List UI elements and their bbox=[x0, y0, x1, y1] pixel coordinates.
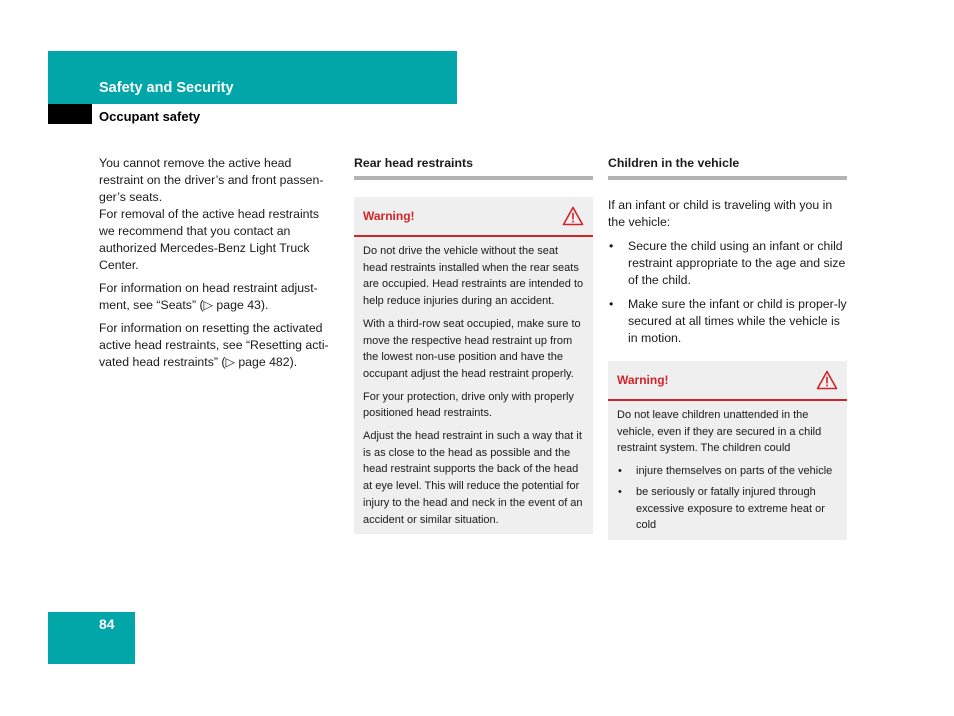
warning-box bbox=[354, 197, 593, 534]
column-children-in-vehicle bbox=[608, 155, 847, 540]
paragraph: If an infant or child is traveling with you in the vehicle: bbox=[608, 198, 833, 229]
paragraph: For information on resetting the activated active head restraints, see “Resetting acti-vated head restraints” (▷ page 482). bbox=[99, 321, 329, 369]
list-item: • be seriously or fatally injured through excessive exposure to extreme heat or cold bbox=[617, 484, 838, 534]
column-heading: Rear head restraints bbox=[354, 155, 593, 180]
warning-header bbox=[354, 197, 593, 237]
header-band bbox=[48, 51, 457, 104]
warning-triangle-icon bbox=[562, 206, 584, 226]
column-rear-head-restraints bbox=[354, 155, 593, 534]
page-number: 84 bbox=[99, 616, 115, 632]
warning-label: Warning! bbox=[363, 208, 415, 223]
warning-triangle-icon bbox=[816, 370, 838, 390]
bullet-list bbox=[608, 238, 847, 347]
list-item: • Secure the child using an infant or child restraint appropriate to the age and size of the child. bbox=[608, 238, 847, 289]
paragraph: For removal of the active head restraints we recommend that you contact an authorized Mercedes-Benz Light Truck Center. bbox=[99, 207, 320, 272]
paragraph: For information on head restraint adjust-ment, see “Seats” (▷ page 43). bbox=[99, 281, 318, 312]
paragraph: You cannot remove the active head restraint on the driver’s and front passen-ger’s seats. bbox=[99, 156, 324, 204]
section-title: Safety and Security bbox=[99, 80, 234, 96]
subsection-title: Occupant safety bbox=[99, 109, 201, 124]
warning-paragraph: Do not leave children unattended in the vehicle, even if they are secured in a child restraint system. The children could bbox=[617, 409, 822, 455]
column-heading: Children in the vehicle bbox=[608, 155, 847, 180]
warning-paragraph: With a third-row seat occupied, make sure to move the respective head restraint up from the lowest non-use position and have the occupant adjust the head restraint properly. bbox=[363, 317, 581, 380]
warning-paragraph: Adjust the head restraint in such a way that it is as close to the head as possible and the head restraint supports the back of the head at eye level. This will reduce the potential for injury to the head and neck in the event of an accident or similar situation. bbox=[363, 430, 583, 526]
list-item: • injure themselves on parts of the vehicle bbox=[617, 463, 838, 480]
list-item: • Make sure the infant or child is proper-ly secured at all times while the vehicle is in motion. bbox=[608, 296, 847, 347]
warning-body bbox=[354, 237, 593, 534]
warning-paragraph: Do not drive the vehicle without the seat head restraints installed when the rear seats are occupied. Head restraints are intended to help reduce injuries during an accident. bbox=[363, 245, 584, 308]
warning-bullet-list bbox=[617, 463, 838, 534]
warning-body bbox=[608, 401, 847, 540]
section-tab-marker bbox=[48, 104, 92, 124]
warning-header bbox=[608, 361, 847, 401]
page-number-band bbox=[48, 612, 135, 664]
warning-box bbox=[608, 361, 847, 540]
warning-label: Warning! bbox=[617, 372, 669, 387]
warning-paragraph: For your protection, drive only with properly positioned head restraints. bbox=[363, 390, 574, 420]
column-intro bbox=[99, 155, 338, 377]
